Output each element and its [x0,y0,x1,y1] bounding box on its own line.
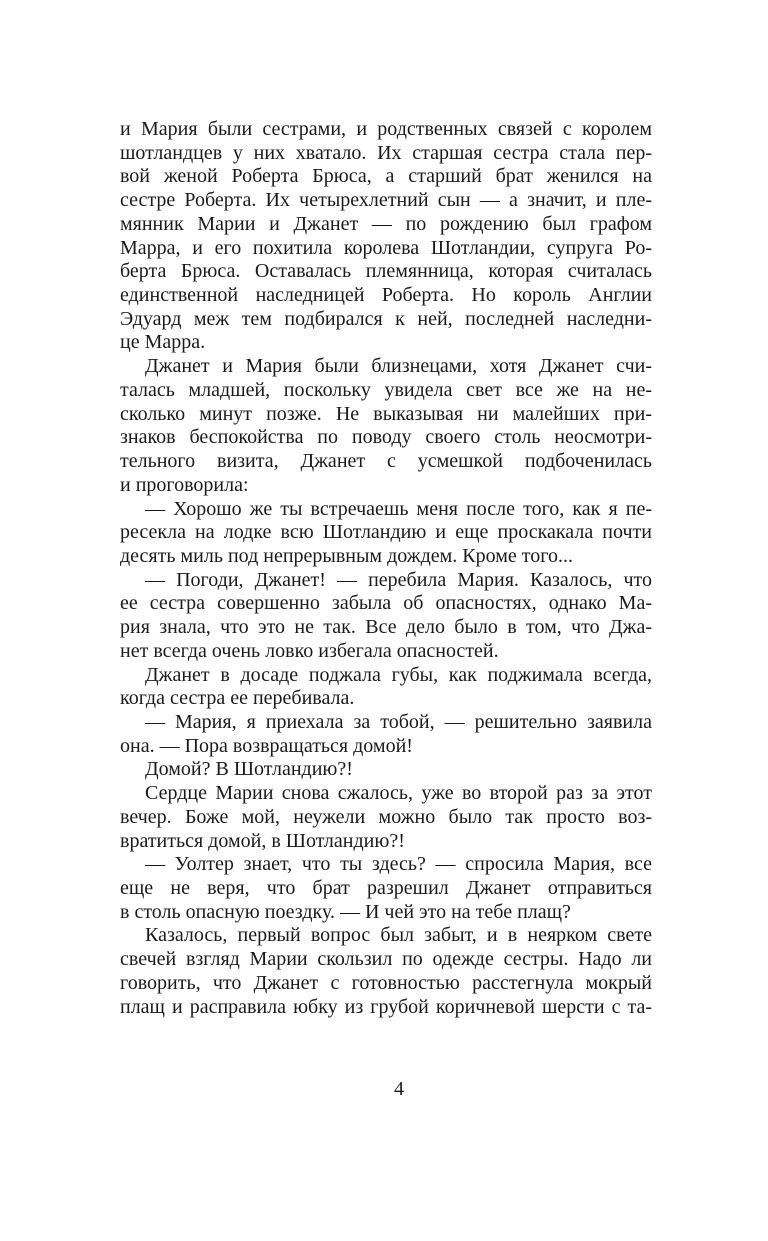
text-line: Сердце Марии снова сжалось, уже во второй раз за этот [145,782,652,805]
text-line: берта Брюса. Оставалась племянница, которая считалась [120,260,652,283]
text-line: це Марра. [120,331,206,354]
text-line: Домой? В Шотландию?! [145,758,353,781]
text-line: сестре Роберта. Их четырехлетний сын — а значит, и пле- [120,189,652,212]
text-line: — Мария, я приехала за тобой, — решительно заявила [145,710,652,733]
text-line: рия знала, что это не так. Все дело было в том, что Джа- [120,616,652,639]
text-line: Эдуард меж тем подбирался к ней, последней наследни- [120,307,652,330]
text-line: ее сестра совершенно забыла об опасностях, однако Ма- [120,592,652,615]
text-line: вой женой Роберта Брюса, а старший брат женился на [120,165,652,188]
text-line: мянник Марии и Джанет — по рождению был графом [120,212,652,235]
text-line: и Мария были сестрами, и родственных связей с королем [120,118,652,140]
text-line: десять миль под непрерывным дождем. Кроме того... [120,544,573,567]
text-line: единственной наследницей Роберта. Но король Англии [120,284,652,307]
text-line: — Уолтер знает, что ты здесь? — спросила Мария, все [145,853,652,876]
text-line: — Погоди, Джанет! — перебила Мария. Казалось, что [145,568,652,591]
text-line: плащ и расправила юбку из грубой коричневой шерсти с та- [120,995,652,1018]
text-line: талась младшей, поскольку увидела свет все же на не- [120,378,652,401]
page-body-text [120,118,652,1019]
text-line: шотландцев у них хватало. Их старшая сестра стала пер- [120,141,652,164]
text-line: когда сестра ее перебивала. [120,687,355,710]
text-line: она. — Пора возвращаться домой! [120,734,413,757]
text-line: Джанет и Мария были близнецами, хотя Джанет счи- [145,355,652,378]
text-line: ресекла на лодке всю Шотландию и еще проскакала почти [120,521,652,544]
text-line: в столь опасную поездку. — И чей это на тебе плащ? [120,900,571,923]
text-line: Джанет в досаде поджала губы, как поджимала всегда, [145,663,652,686]
text-line: Марра, и его похитила королева Шотландии, супруга Ро- [120,236,652,259]
text-line: вратиться домой, в Шотландию?! [120,829,405,852]
text-line: — Хорошо же ты встречаешь меня после того, как я пе- [145,497,652,520]
text-line: тельного визита, Джанет с усмешкой подбоченилась [120,450,652,473]
page-number: 4 [394,1078,404,1100]
text-line: сколько минут позже. Не выказывая ни малейших при- [120,402,652,425]
text-line: Казалось, первый вопрос был забыт, и в неярком свете [145,924,652,947]
text-line: свечей взгляд Марии скользил по одежде сестры. Надо ли [120,948,652,971]
text-line: и проговорила: [120,473,249,496]
text-line: нет всегда очень ловко избегала опасностей. [120,639,499,662]
text-line: говорить, что Джанет с готовностью расстегнула мокрый [120,971,652,994]
text-line: еще не веря, что брат разрешил Джанет отправиться [120,877,652,899]
text-line: вечер. Боже мой, неужели можно было так просто воз- [120,805,652,828]
text-line: знаков беспокойства по поводу своего столь неосмотри- [120,426,652,449]
